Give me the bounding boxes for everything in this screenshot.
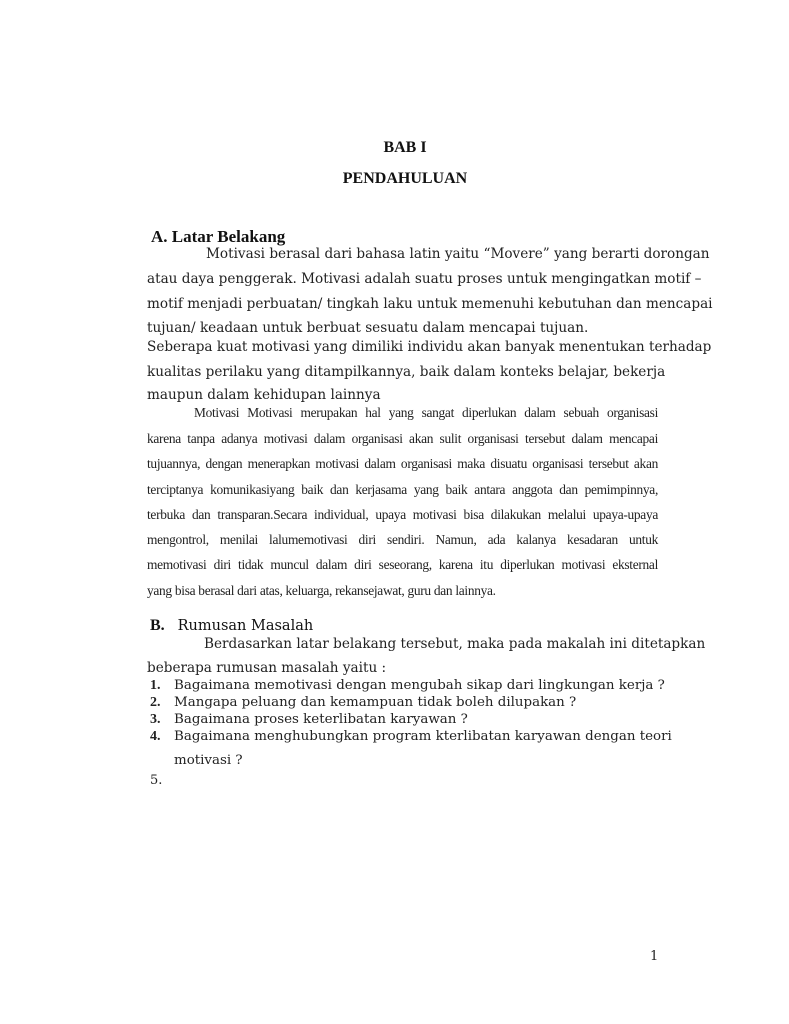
b-intro-line-1-text: Berdasarkan latar belakang tersebut, maka pada makalah ini ditetapkan <box>204 636 706 652</box>
p3-line-8-text: yang bisa berasal dari atas, keluarga, rekansejawat, guru dan lainnya. <box>147 583 496 598</box>
p3-line-5-text: terbuka dan transparan.Secara individual, upaya motivasi bisa dilakukan melalui upaya-upaya <box>147 507 658 522</box>
p1-line-2-text: atau daya penggerak. Motivasi adalah suatu proses untuk mengingatkan motif – <box>147 271 702 287</box>
p1-line-1 <box>147 246 710 262</box>
list-item-number: 3. <box>150 712 161 727</box>
p3-line-7 <box>147 557 658 573</box>
p1-line-3-text: motif menjadi perbuatan/ tingkah laku untuk memenuhi kebutuhan dan mencapai <box>147 296 713 312</box>
p1-line-2 <box>147 271 702 287</box>
p3-line-6 <box>147 532 658 548</box>
b-intro-line-1 <box>147 636 706 652</box>
p2-line-2-text: kualitas perilaku yang ditampilkannya, baik dalam konteks belajar, bekerja <box>147 364 666 380</box>
list-item-empty-number: 5. <box>150 773 163 788</box>
section-a-heading: A. Latar Belakang <box>151 227 286 246</box>
p1-line-4-text: tujuan/ keadaan untuk berbuat sesuatu dalam mencapai tujuan. <box>147 320 589 336</box>
list-item-number: 1. <box>150 678 161 693</box>
p2-line-2 <box>147 364 666 380</box>
p3-line-5 <box>147 507 658 523</box>
p3-line-3 <box>147 456 658 472</box>
p3-line-1 <box>147 405 658 421</box>
chapter-title: PENDAHULUAN <box>342 170 468 187</box>
list-item-text: Bagaimana menghubungkan program kterlibatan karyawan dengan teori <box>174 729 672 744</box>
p3-line-8 <box>147 583 658 599</box>
p2-line-3-text: maupun dalam kehidupan lainnya <box>147 387 381 403</box>
list-item-text: Bagaimana proses keterlibatan karyawan ? <box>174 712 468 727</box>
list-item-number: 4. <box>150 729 161 744</box>
p3-line-3-text: tujuannya, dengan menerapkan motivasi dalam organisasi maka disuatu organisasi tersebut akan <box>147 456 658 471</box>
list-item <box>150 695 576 711</box>
p1-line-1-text: Motivasi berasal dari bahasa latin yaitu “Movere” yang berarti dorongan <box>206 246 710 262</box>
b-intro-line-2-text: beberapa rumusan masalah yaitu : <box>147 660 387 676</box>
p3-line-4-text: terciptanya komunikasiyang baik dan kerjasama yang baik antara anggota dan pemimpinnya, <box>147 482 658 497</box>
p1-line-4 <box>147 320 658 336</box>
p3-line-2 <box>147 431 658 447</box>
chapter-number: BAB I <box>383 139 427 156</box>
list-item-text: Bagaimana memotivasi dengan mengubah sikap dari lingkungan kerja ? <box>174 678 665 693</box>
list-item-continuation: motivasi ? <box>174 753 243 768</box>
p3-line-2-text: karena tanpa adanya motivasi dalam organisasi akan sulit organisasi tersebut dalam mencapai <box>147 431 658 446</box>
p2-line-1 <box>147 339 712 355</box>
b-intro-line-2 <box>147 660 658 676</box>
p3-line-7-text: memotivasi diri tidak muncul dalam diri seseorang, karena itu diperlukan motivasi eksternal <box>147 557 658 572</box>
list-item <box>150 712 468 728</box>
p2-line-3 <box>147 387 658 403</box>
p3-line-4 <box>147 482 658 498</box>
list-item-number: 2. <box>150 695 161 710</box>
section-b-heading <box>150 617 313 635</box>
p1-line-3 <box>147 296 713 312</box>
section-b-title: Rumusan Masalah <box>177 618 314 634</box>
p3-line-6-text: mengontrol, menilai lalumemotivasi diri sendiri. Namun, ada kalanya kesadaran untuk <box>147 532 658 547</box>
p3-line-1-text: Motivasi Motivasi merupakan hal yang sangat diperlukan dalam sebuah organisasi <box>194 405 658 420</box>
page-number: 1 <box>650 949 659 964</box>
p2-line-1-text: Seberapa kuat motivasi yang dimiliki individu akan banyak menentukan terhadap <box>147 339 712 355</box>
list-item <box>150 729 672 745</box>
list-item <box>150 678 665 694</box>
list-item-text: Mangapa peluang dan kemampuan tidak boleh dilupakan ? <box>174 695 577 710</box>
section-b-letter: B. <box>150 617 165 634</box>
